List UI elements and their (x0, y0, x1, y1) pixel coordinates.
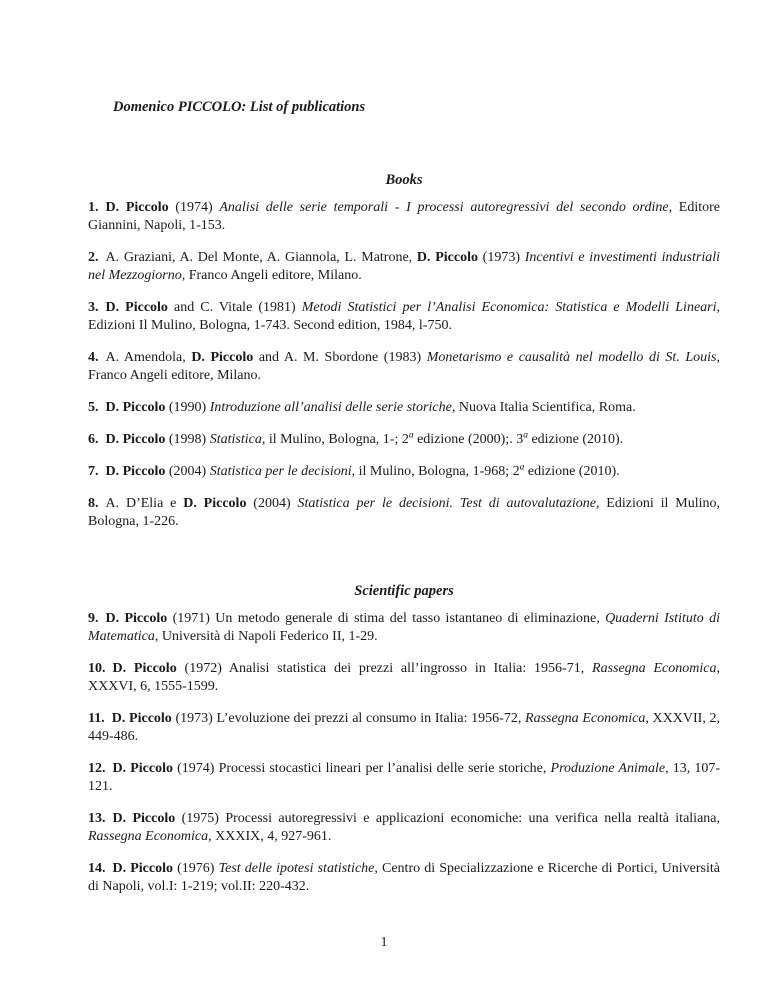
reference-text: , il Mulino, Bologna, 1-968; 2 (351, 464, 520, 479)
reference-item (88, 760, 720, 796)
item-number: 4. (88, 350, 99, 365)
reference-item (88, 399, 720, 417)
author-name-bold: D. Piccolo (105, 200, 169, 215)
author-name-bold: D. Piccolo (112, 661, 177, 676)
author-name-bold: D. Piccolo (105, 611, 168, 626)
author-name-bold: D. Piccolo (416, 250, 478, 265)
item-number: 14. (88, 861, 106, 876)
author-name-bold: D. Piccolo (112, 861, 174, 876)
reference-item (88, 431, 720, 449)
author-name-bold: D. Piccolo (105, 300, 168, 315)
reference-text: (1972) Analisi statistica dei prezzi all’ingrosso in Italia: 1956-71, (176, 661, 593, 676)
superscript-italic: a (523, 430, 528, 441)
reference-text: , Università di Napoli Federico II, 1-29. (154, 629, 378, 644)
reference-text: , XXXIX, 4, 927-961. (208, 829, 332, 844)
reference-item (88, 249, 720, 285)
books-list (88, 199, 720, 531)
work-title-italic: Metodi Statistici per l’Analisi Economica: Statistica e Modelli Lineari (301, 300, 717, 315)
reference-text: A. Graziani, A. Del Monte, A. Giannola, L. Matrone, (105, 250, 417, 265)
superscript-italic: a (519, 462, 525, 473)
work-title-italic: Introduzione all’analisi delle serie storiche (209, 400, 452, 415)
item-number: 3. (88, 300, 99, 315)
reference-text: (1976) (173, 861, 219, 876)
item-number: 10. (88, 661, 106, 676)
reference-text: , 13, 107-121. (88, 761, 720, 794)
item-number: 11. (88, 711, 105, 726)
item-number: 8. (88, 496, 99, 511)
reference-text: (1973) (477, 250, 525, 265)
reference-text: (1973) L’evoluzione dei prezzi al consumo in Italia: 1956-72, (171, 711, 526, 726)
work-title-italic: Analisi delle serie temporali - I processi autoregressivi del secondo ordine (219, 200, 669, 215)
reference-item (88, 299, 720, 335)
reference-text: , Editore Giannini, Napoli, 1-153. (88, 200, 720, 233)
work-title-italic: Statistica per le decisioni (209, 464, 352, 479)
document-title: Domenico PICCOLO: List of publications (113, 99, 366, 115)
reference-text: (1990) (165, 400, 210, 415)
scientific-papers-list (88, 610, 720, 896)
item-number: 9. (88, 611, 99, 626)
reference-text: and C. Vitale (1981) (167, 300, 302, 315)
work-title-italic: Statistica (209, 432, 262, 447)
reference-item (88, 710, 720, 746)
reference-text: (1974) Processi stocastici lineari per l’analisi delle serie storiche, (173, 761, 551, 776)
work-title-italic: Incentivi e investimenti industriali nel Mezzogiorno (88, 250, 720, 283)
author-name-bold: D. Piccolo (111, 711, 172, 726)
item-number: 1. (88, 200, 99, 215)
reference-text: , Franco Angeli editore, Milano. (181, 268, 362, 283)
reference-text: A. D’Elia e (105, 496, 184, 511)
reference-text: (1998) (165, 432, 210, 447)
reference-text: (2004) (246, 496, 298, 511)
page-number: 1 (380, 935, 388, 950)
item-number: 13. (88, 811, 106, 826)
section-title-scientific-papers: Scientific papers (354, 583, 454, 599)
reference-text: and A. M. Sbordone (1983) (253, 350, 427, 365)
reference-item (88, 810, 720, 846)
reference-text: , Centro di Specializzazione e Ricerche di Portici, Università di Napoli, vol.I: 1-219; vol.II: 220-432. (88, 861, 720, 894)
reference-item (88, 495, 720, 531)
work-title-italic: Rassegna Economica (592, 661, 717, 676)
section-title-books: Books (385, 172, 423, 188)
reference-text: (2004) (165, 464, 210, 479)
item-number: 2. (88, 250, 99, 265)
author-name-bold: D. Piccolo (183, 496, 247, 511)
section-books (88, 171, 720, 531)
reference-text: , Edizioni il Mulino, Bologna, 1-226. (88, 496, 720, 529)
reference-text: A. Amendola, (105, 350, 192, 365)
item-number: 6. (88, 432, 99, 447)
reference-text: , XXXVI, 6, 1555-1599. (88, 661, 720, 694)
reference-item (88, 463, 720, 481)
superscript-italic: a (408, 430, 414, 441)
item-number: 7. (88, 464, 99, 479)
work-title-italic: Quaderni Istituto di Matematica (88, 611, 720, 644)
reference-text: (1975) Processi autoregressivi e applicazioni economiche: una verifica nella realtà italiana, (175, 811, 720, 826)
item-number: 12. (88, 761, 106, 776)
work-title-italic: Rassegna Economica (88, 829, 209, 844)
reference-text: (1974) (168, 200, 220, 215)
reference-item (88, 610, 720, 646)
work-title-italic: Statistica per le decisioni. Test di autovalutazione (297, 496, 596, 511)
reference-text: , Franco Angeli editore, Milano. (88, 350, 721, 383)
author-name-bold: D. Piccolo (112, 761, 173, 776)
reference-text: , Edizioni Il Mulino, Bologna, 1-743. Second edition, 1984, l-750. (88, 300, 720, 333)
author-name-bold: D. Piccolo (105, 400, 166, 415)
work-title-italic: Produzione Animale (550, 761, 666, 776)
author-name-bold: D. Piccolo (191, 350, 254, 365)
reference-item (88, 349, 720, 385)
work-title-italic: Rassegna Economica (525, 711, 646, 726)
item-number: 5. (88, 400, 99, 415)
author-name-bold: D. Piccolo (112, 811, 176, 826)
reference-text: edizione (2010). (527, 432, 624, 447)
reference-item (88, 860, 720, 896)
author-name-bold: D. Piccolo (105, 464, 166, 479)
reference-item (88, 199, 720, 235)
reference-text: , XXXVII, 2, 449-486. (88, 711, 721, 744)
work-title-italic: Monetarismo e causalità nel modello di St. Louis (426, 350, 717, 365)
reference-text: (1971) Un metodo generale di stima del tasso istantaneo di eliminazione, (167, 611, 606, 626)
reference-text: edizione (2010). (524, 464, 620, 479)
reference-item (88, 660, 720, 696)
reference-text: , Nuova Italia Scientifica, Roma. (451, 400, 636, 415)
reference-text: edizione (2000);. 3 (413, 432, 524, 447)
work-title-italic: Test delle ipotesi statistiche (218, 861, 375, 876)
reference-text: , il Mulino, Bologna, 1-; 2 (261, 432, 409, 447)
section-scientific-papers (88, 582, 720, 896)
author-name-bold: D. Piccolo (105, 432, 166, 447)
